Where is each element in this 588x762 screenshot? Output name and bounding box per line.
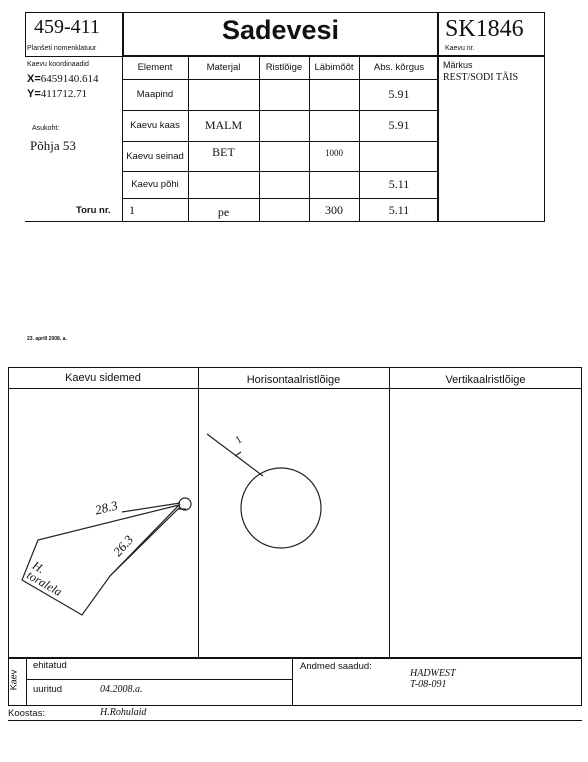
table-cell-element: Kaevu seinad <box>126 150 184 162</box>
pipe-cell-number: 1 <box>129 202 135 217</box>
coords-label: Kaevu koordinaadid <box>27 61 89 68</box>
sketch-dim-mid: 26.3 <box>109 532 137 560</box>
footer-box <box>8 657 582 706</box>
coord-x-value: 6459140.614 <box>40 73 99 85</box>
sheet-number: 459-411 <box>34 16 100 38</box>
col-header-cross-section: Ristlõige <box>265 61 303 73</box>
table-cell-element: Kaevu põhi <box>131 179 179 190</box>
table-col-divider <box>259 55 260 222</box>
author-value: H.Rohulaid <box>100 707 147 718</box>
pipe-cell-diameter: 300 <box>325 202 343 217</box>
coord-y-row <box>27 88 87 100</box>
table-cell-diameter: 1000 <box>325 148 343 158</box>
pipe-cell-elevation: 5.11 <box>388 202 410 217</box>
table-cell-material: MALM <box>204 118 243 132</box>
coord-x-prefix: X= <box>27 73 41 85</box>
building-outline <box>22 505 179 615</box>
table-cell-element: Maapind <box>136 89 174 100</box>
sketch-dim-top: 28.3 <box>93 497 120 518</box>
sketch-header-divider <box>8 388 582 389</box>
sheet-number-label: Planšeti nomenklatuur <box>27 45 97 52</box>
footer-divider <box>26 657 27 706</box>
well-number: SK1846 <box>445 16 524 42</box>
pipe-label: Toru nr. <box>76 205 111 216</box>
pipe-mark: 1 <box>232 433 245 447</box>
table-col-divider <box>309 55 310 222</box>
footer-divider <box>292 657 293 706</box>
col-header-element: Element <box>137 61 173 73</box>
built-label: ehitatud <box>33 660 67 671</box>
coord-y-value: 411712.71 <box>40 88 88 100</box>
footer-side-label: Kaev <box>8 669 19 691</box>
footer-divider <box>26 679 292 680</box>
col-header-material: Materjal <box>206 61 241 73</box>
surveyed-value: 04.2008.a. <box>100 684 143 695</box>
table-cell-elevation: 5.11 <box>388 177 410 191</box>
author-label: Koostas: <box>8 708 45 719</box>
coord-y-prefix: Y= <box>27 88 41 100</box>
col-header-elevation: Abs. kõrgus <box>373 61 425 73</box>
pipe-cell-material: pe <box>217 204 230 219</box>
table-cell-elevation: 5.91 <box>388 118 410 132</box>
data-source-value-1: HADWEST <box>410 668 456 679</box>
address-value: Põhja 53 <box>30 138 76 153</box>
data-source-label: Andmed saadud: <box>300 661 372 672</box>
sketch-building-label: H. toralela <box>24 558 65 599</box>
table-cell-material: BET <box>212 144 235 159</box>
table-cell-element: Kaevu kaas <box>130 120 180 131</box>
author-line <box>8 720 582 721</box>
coord-x-row <box>27 73 99 85</box>
horizontal-cross-section <box>205 430 325 560</box>
page-title: Sadevesi <box>221 15 340 45</box>
data-source-value-2: T-08-091 <box>410 679 447 690</box>
sketch-col-divider <box>389 367 390 659</box>
address-label: Asukoht: <box>32 125 60 132</box>
remarks-label: Märkus <box>443 60 473 70</box>
remarks-text: REST/SODI TÄIS <box>443 72 519 83</box>
well-number-label: Kaevu nr. <box>445 45 475 52</box>
pipe-row-line <box>25 221 122 222</box>
well-circle <box>241 468 321 548</box>
section-horizontal: Horisontaalristlõige <box>246 374 341 386</box>
table-cell-elevation: 5.91 <box>388 87 410 101</box>
date-line: 23. aprill 2008. a. <box>27 336 67 342</box>
section-connections: Kaevu sidemed <box>65 372 141 384</box>
col-header-diameter: Läbimõõt <box>314 61 354 73</box>
section-vertical: Vertikaalristlõige <box>445 374 526 386</box>
surveyed-label: uuritud <box>33 684 63 695</box>
